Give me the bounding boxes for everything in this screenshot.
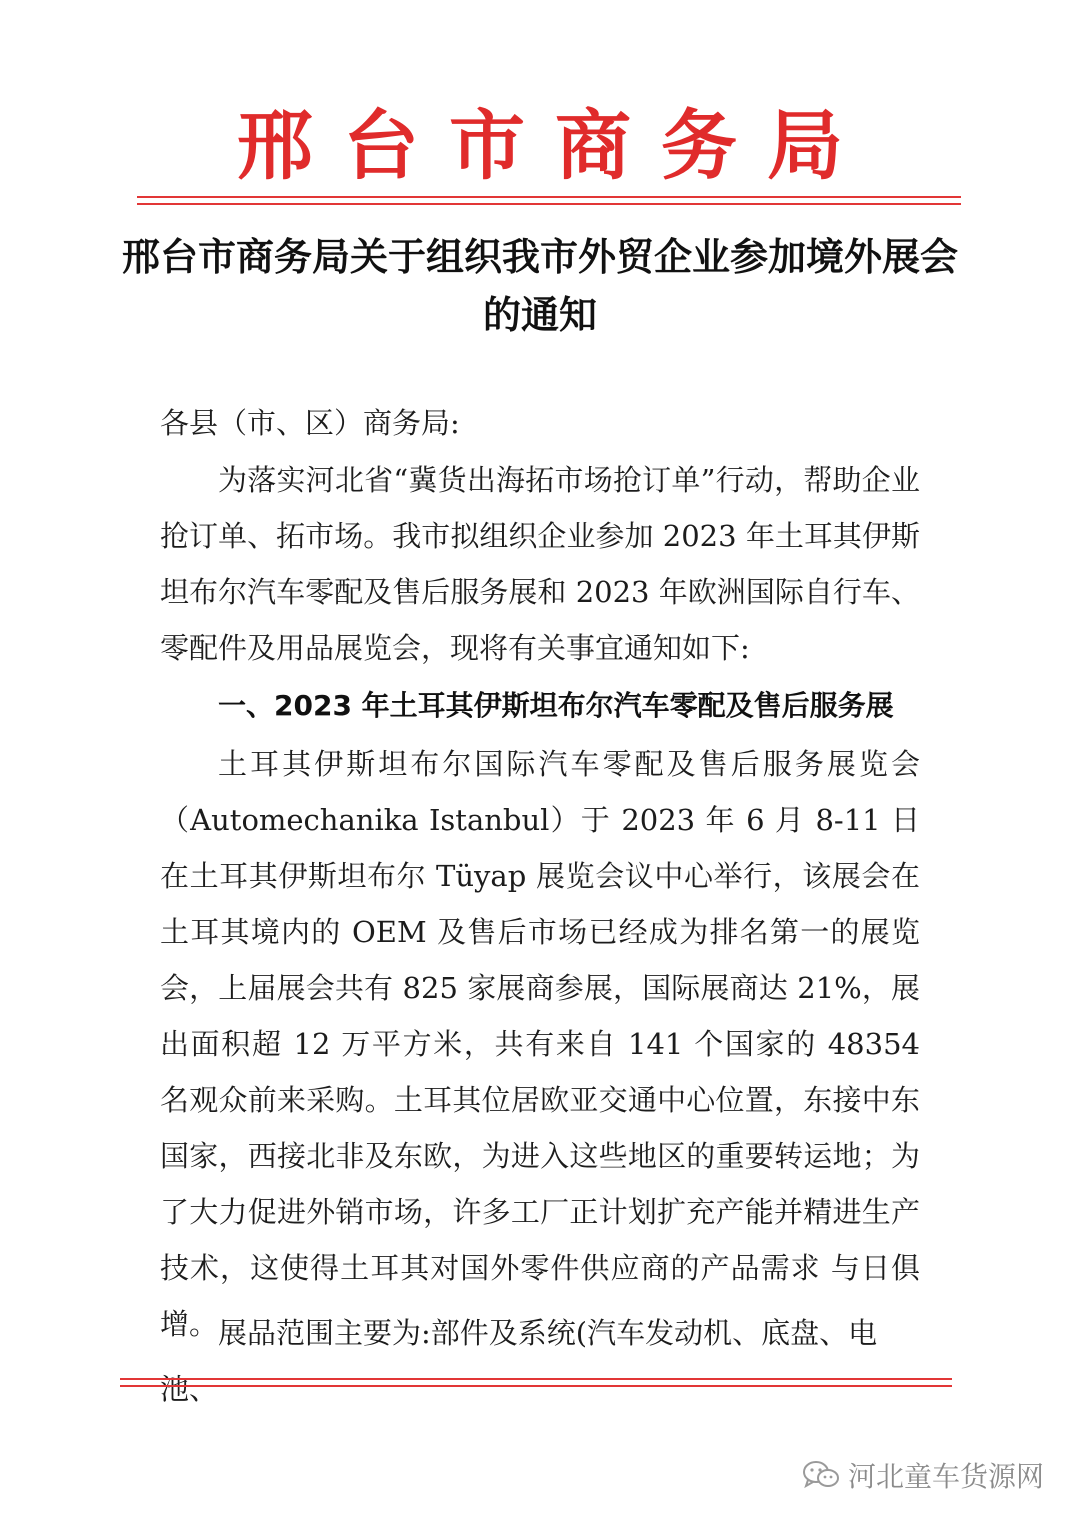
letterhead-double-rule [137, 196, 961, 205]
source-watermark [802, 1455, 1044, 1495]
document-title: 邢台市商务局关于组织我市外贸企业参加境外展会的通知 [121, 235, 958, 337]
intro-paragraph: 为落实河北省“冀货出海拓市场抢订单”行动，帮助企业抢订单、拓市场。我市拟组织企业参加 2023 年土耳其伊斯坦布尔汽车零配及售后服务展和 2023 年欧洲国际自行车、零配件及用品展览会，现将有关事宜通知如下: [160, 463, 920, 665]
section-1-body-paragraph: 土耳其伊斯坦布尔国际汽车零配及售后服务展览会（Automechanika Istanbul）于 2023 年 6 月 8-11 日在土耳其伊斯坦布尔 Tüyap 展览会议中心举行，该展会在土耳其境内的 OEM 及售后市场已经成为排名第一的展览会，上届展会共有 825 家展商参展，国际展商达 21%，展出面积超 12 万平方米，共有来自 141 个国家的 48354 名观众前来采购。土耳其位居欧亚交通中心位置，东接中东国家，西接北非及东欧，为进入这些地区的重要转运地；为了大力促进外销市场，许多工厂正计划扩充产能并精进生产技术，这使得土耳其对国外零件供应商的产品需求 与日俱增。 [160, 747, 920, 1341]
letterhead-title: 邢台市商务局 [237, 101, 873, 190]
section-1-scope-paragraph: 展品范围主要为:部件及系统(汽车发动机、底盘、电池、 [160, 1316, 878, 1406]
section-heading-1: 一、2023 年土耳其伊斯坦布尔汽车零配及售后服务展 [218, 689, 894, 722]
watermark-text: 河北童车货源网 [847, 1460, 1044, 1493]
salutation: 各县（市、区）商务局: [160, 406, 460, 440]
footer-double-rule [120, 1378, 952, 1387]
wechat-icon [802, 1460, 840, 1490]
